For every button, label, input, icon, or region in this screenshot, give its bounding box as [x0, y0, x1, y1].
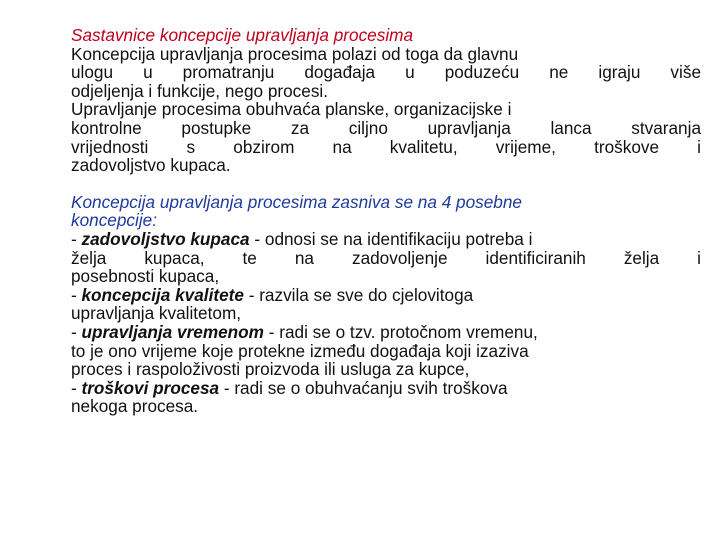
concepts-heading: Koncepcija upravljanja procesima zasniva se na 4 posebne [71, 191, 522, 212]
concepts-heading-continued: koncepcije: [71, 210, 157, 231]
concept-term: troškovi procesa [81, 377, 220, 398]
concept-item-quality [71, 286, 701, 305]
concept-description: - razvila se sve do cjelovitoga [243, 284, 474, 305]
concept-description: - radi se o obuhvaćanju svih troškova [219, 377, 508, 398]
text-line: zadovoljstvo kupaca. [71, 155, 231, 176]
text-line: nekoga procesa. [71, 396, 199, 417]
text-line: to je ono vrijeme koje protekne između događaja koji izaziva [71, 340, 529, 361]
spacer [71, 175, 701, 193]
concept-term: upravljanja vremenom [81, 321, 264, 342]
text-line: upravljanja kvalitetom, [71, 303, 242, 324]
paragraph-process-management-scope [71, 100, 701, 174]
text-line: Koncepcija upravljanja procesima polazi od toga da glavnu [71, 43, 519, 64]
concept-term: zadovoljstvo kupaca [81, 228, 250, 249]
concept-item-customer-satisfaction [71, 230, 701, 249]
list-dash: - [71, 377, 82, 398]
text-line: ulogu u promatranju događaja u poduzeću ne igraju više [71, 62, 701, 83]
text-line: proces i raspoloživosti proizvoda ili usluga za kupce, [71, 359, 470, 380]
text-line: kontrolne postupke za ciljno upravljanja lanca stvaranja [71, 117, 701, 138]
section-title: Sastavnice koncepcije upravljanja procesima [71, 25, 414, 45]
concepts-section [71, 193, 701, 416]
list-dash: - [71, 228, 82, 249]
text-line: odjeljenja i funkcije, nego procesi. [71, 80, 329, 101]
concept-description: - radi se o tzv. protočnom vremenu, [263, 321, 538, 342]
text-line: vrijednosti s obzirom na kvalitetu, vrijeme, troškove i [71, 136, 701, 157]
concept-item-process-costs [71, 379, 701, 398]
paragraph-process-management-concept [71, 45, 701, 101]
concept-description: - odnosi se na identifikaciju potreba i [249, 228, 533, 249]
slide-content [71, 26, 701, 416]
text-line: posebnosti kupaca, [71, 266, 220, 287]
text-line: želja kupaca, te na zadovoljenje identificiranih želja i [71, 247, 701, 268]
list-dash: - [71, 321, 82, 342]
text-line: Upravljanje procesima obuhvaća planske, organizacijske i [71, 99, 512, 120]
concept-item-time-management [71, 323, 701, 342]
concept-term: koncepcija kvalitete [81, 284, 244, 305]
list-dash: - [71, 284, 82, 305]
